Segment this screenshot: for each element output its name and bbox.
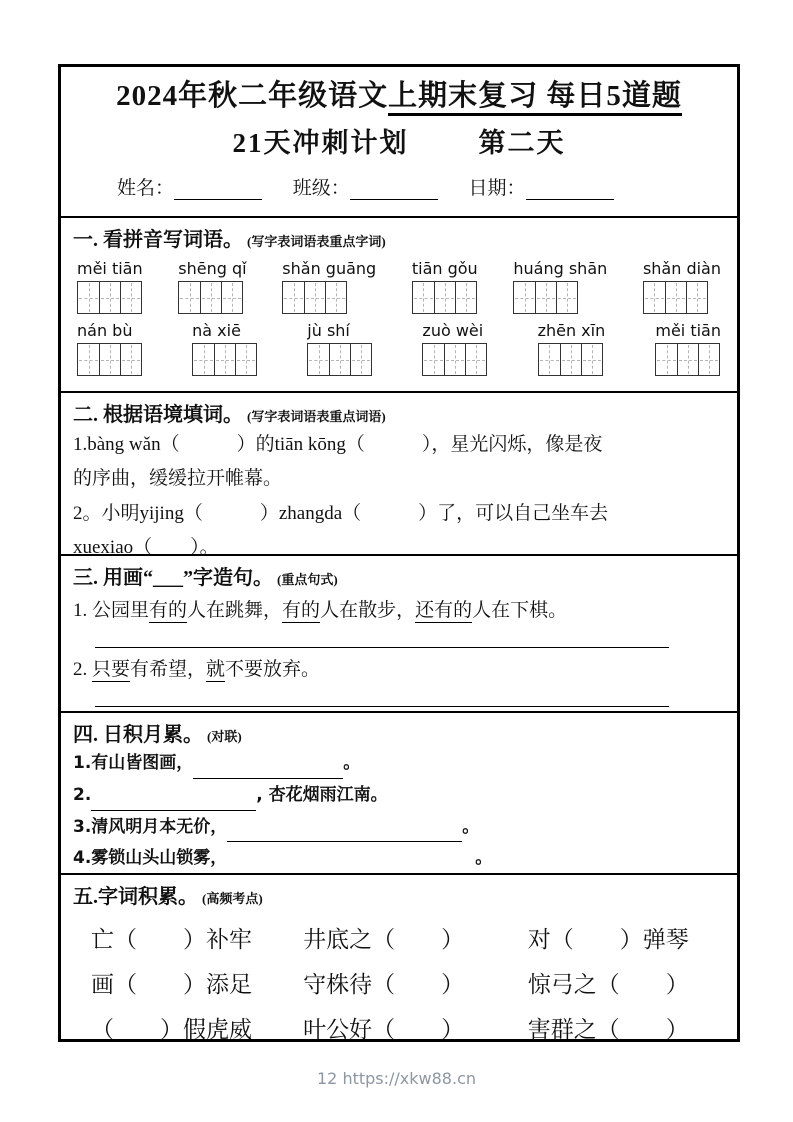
page-footer <box>0 1069 793 1088</box>
grid-cell[interactable] <box>656 344 677 375</box>
underlined-word: 有的 <box>149 600 188 621</box>
grid-cell[interactable] <box>465 344 486 375</box>
pinyin-item <box>192 321 257 376</box>
grid-cell[interactable] <box>99 282 120 313</box>
question-line[interactable]: 2。小明yijing（ ）zhangda（ ）了，可以自己坐车去 <box>73 502 609 524</box>
couplet-line-1 <box>73 749 725 779</box>
pinyin-label: shǎn diàn <box>642 259 721 278</box>
grid-cell[interactable] <box>120 344 141 375</box>
class-label: 班级： <box>292 178 350 199</box>
section2-heading-row <box>73 398 725 427</box>
section4-note: (对联) <box>207 729 242 744</box>
idiom-blank-item[interactable]: 叶公好（ ） <box>303 1017 465 1041</box>
grid-cell[interactable] <box>581 344 602 375</box>
grid-cell[interactable] <box>283 282 304 313</box>
answer-blank[interactable] <box>193 763 343 779</box>
sentence-text: 1. 公园里 <box>73 600 150 621</box>
couplet-line-3 <box>73 813 725 843</box>
grid-cell[interactable] <box>423 344 444 375</box>
section4-heading-row <box>73 718 725 747</box>
section1-note: (写字表词语表重点字词) <box>247 234 386 249</box>
pinyin-label: jù shí <box>307 321 350 340</box>
section-context-fill <box>61 391 737 554</box>
grid-cell[interactable] <box>686 282 707 313</box>
grid-cell[interactable] <box>535 282 556 313</box>
pinyin-label: měi tiān <box>77 259 143 278</box>
couplet-text: 。 <box>462 816 480 837</box>
name-label: 姓名： <box>117 178 175 199</box>
section1-heading-row <box>73 223 725 252</box>
idiom-blank-item[interactable]: 对（ ）弹琴 <box>527 927 689 952</box>
writing-grid[interactable] <box>192 343 257 376</box>
info-row <box>75 173 723 200</box>
grid-cell[interactable] <box>308 344 329 375</box>
grid-cell[interactable] <box>200 282 221 313</box>
question-line[interactable]: 1.bàng wǎn（ ）的tiān kōng（ ），星光闪烁，像是夜 <box>73 434 603 455</box>
writing-grid[interactable] <box>77 281 142 314</box>
question-line[interactable]: xuexiao（ ）。 <box>73 536 219 554</box>
section3-heading-row <box>73 561 725 590</box>
idiom-row <box>73 1011 725 1041</box>
title-text: 2024年秋二年级语文 <box>116 80 389 112</box>
pinyin-label: zhēn xīn <box>537 321 606 340</box>
grid-cell[interactable] <box>221 282 242 313</box>
couplet-text: 。 <box>475 848 493 869</box>
pinyin-label: shēng qǐ <box>178 259 247 278</box>
pinyin-label: zuò wèi <box>422 321 484 340</box>
pinyin-label: nà xiē <box>192 321 241 340</box>
writing-grid[interactable] <box>77 343 142 376</box>
grid-cell[interactable] <box>560 344 581 375</box>
writing-grid[interactable] <box>655 343 720 376</box>
grid-cell[interactable] <box>235 344 256 375</box>
pinyin-item <box>178 259 246 314</box>
section-couplets <box>61 711 737 873</box>
section-idioms <box>61 873 737 1041</box>
grid-cell[interactable] <box>350 344 371 375</box>
grid-cell[interactable] <box>214 344 235 375</box>
main-title <box>75 73 723 114</box>
worksheet-header <box>61 67 737 216</box>
idiom-blank-item[interactable]: 画（ ）添足 <box>91 972 252 997</box>
underlined-word: 就 <box>206 659 226 680</box>
writing-grid[interactable] <box>178 281 243 314</box>
couplet-text: 1.有山皆图画， <box>73 753 194 773</box>
idiom-blank-item[interactable]: 守株待（ ） <box>303 972 465 997</box>
writing-grid[interactable] <box>643 281 708 314</box>
couplet-text: 2. <box>73 784 92 805</box>
pinyin-label: huáng shān <box>513 259 608 278</box>
answer-blank[interactable] <box>95 683 669 707</box>
grid-cell[interactable] <box>556 282 577 313</box>
section2-note: (写字表词语表重点词语) <box>247 409 386 424</box>
section5-heading-row <box>73 880 725 909</box>
grid-cell[interactable] <box>677 344 698 375</box>
footer-link[interactable]: 12 https://xkw88.cn <box>317 1069 476 1088</box>
date-input-blank[interactable] <box>526 180 614 200</box>
answer-blank[interactable] <box>227 826 462 842</box>
grid-cell[interactable] <box>698 344 719 375</box>
couplet-line-4 <box>73 844 725 873</box>
grid-cell[interactable] <box>329 344 350 375</box>
question-line: 的序曲，缓缓拉开帷幕。 <box>73 468 283 490</box>
grid-cell[interactable] <box>665 282 686 313</box>
section5-heading: 五.字词积累。 <box>73 886 198 908</box>
grid-cell[interactable] <box>444 344 465 375</box>
idiom-row <box>73 921 725 954</box>
couplet-text: 4.雾锁山头山锁雾， <box>73 848 228 869</box>
couplet-text: 3.清风明月本无价， <box>73 816 228 837</box>
idiom-blank-item[interactable]: 亡（ ）补牢 <box>91 927 252 952</box>
subtitle <box>75 121 723 160</box>
class-input-blank[interactable] <box>350 180 438 200</box>
pinyin-item <box>77 321 142 376</box>
idiom-row <box>73 966 725 999</box>
idiom-blank-item[interactable]: 井底之（ ） <box>303 927 465 952</box>
pinyin-label: shǎn guāng <box>282 259 377 278</box>
grid-cell[interactable] <box>78 282 99 313</box>
grid-cell[interactable] <box>120 282 141 313</box>
pinyin-item <box>307 321 372 376</box>
writing-grid[interactable] <box>282 281 347 314</box>
idiom-blank-item[interactable]: 害群之（ ） <box>527 1017 689 1041</box>
sentence-text: 人在散步， <box>320 600 416 621</box>
underlined-word: 有的 <box>282 600 321 621</box>
grid-cell[interactable] <box>644 282 665 313</box>
grid-cell[interactable] <box>539 344 560 375</box>
name-input-blank[interactable] <box>174 180 262 200</box>
answer-blank[interactable] <box>91 795 256 811</box>
couplet-text: 。 <box>343 753 361 773</box>
section-pinyin-words <box>61 216 737 391</box>
grid-cell[interactable] <box>193 344 214 375</box>
idiom-blank-item[interactable]: 惊弓之（ ） <box>527 972 689 997</box>
grid-cell[interactable] <box>304 282 325 313</box>
grid-cell[interactable] <box>99 344 120 375</box>
subtitle-day-text: 第二天 <box>478 128 566 158</box>
pinyin-item <box>643 259 721 314</box>
couplet-text: , 杏花烟雨江南。 <box>256 784 388 805</box>
writing-grid[interactable] <box>538 343 603 376</box>
pinyin-row-2 <box>73 321 725 376</box>
couplet-line-2 <box>73 781 725 811</box>
pinyin-label: měi tiān <box>655 321 721 340</box>
pinyin-item <box>513 259 607 314</box>
pinyin-item <box>77 259 143 314</box>
subtitle-text: 21天冲刺计划 <box>232 128 409 158</box>
example-sentence-2 <box>73 654 725 681</box>
section4-heading: 四. 日积月累。 <box>73 724 203 746</box>
grid-cell[interactable] <box>78 344 99 375</box>
underlined-word: 还有的 <box>415 600 473 621</box>
sentence-text: 不要放弃。 <box>225 659 321 680</box>
grid-cell[interactable] <box>514 282 535 313</box>
sentence-text: 2. <box>73 659 92 680</box>
sentence-text: 人在跳舞， <box>187 600 283 621</box>
section1-heading: 一. 看拼音写词语。 <box>73 229 243 251</box>
pinyin-item <box>282 259 376 314</box>
idiom-blank-item[interactable]: （ ）假虎威 <box>91 1017 252 1041</box>
section2-heading: 二. 根据语境填词。 <box>73 404 243 426</box>
pinyin-item <box>538 321 606 376</box>
writing-grid[interactable] <box>412 281 477 314</box>
sentence-text: 人在下棋。 <box>472 600 568 621</box>
section3-heading: 三. 用画“___”字造句。 <box>73 567 273 589</box>
section5-note: (高频考点) <box>202 891 263 906</box>
pinyin-label: tiān gǒu <box>411 259 478 278</box>
answer-blank[interactable] <box>227 858 475 873</box>
grid-cell[interactable] <box>325 282 346 313</box>
grid-cell[interactable] <box>179 282 200 313</box>
grid-cell[interactable] <box>413 282 434 313</box>
pinyin-item <box>412 259 478 314</box>
underlined-word: 只要 <box>92 659 131 680</box>
pinyin-row-1 <box>73 259 725 314</box>
grid-cell[interactable] <box>434 282 455 313</box>
worksheet-sheet <box>58 64 740 1042</box>
pinyin-item <box>422 321 487 376</box>
example-sentence-1 <box>73 595 725 622</box>
section3-note: (重点句式) <box>277 572 338 587</box>
pinyin-label: nán bù <box>77 321 133 340</box>
title-underlined-text: 上期末复习 每日5道题 <box>388 80 682 116</box>
writing-grid[interactable] <box>513 281 578 314</box>
grid-cell[interactable] <box>455 282 476 313</box>
date-label: 日期： <box>468 178 526 199</box>
sentence-text: 有希望， <box>130 659 207 680</box>
answer-blank[interactable] <box>95 624 669 648</box>
pinyin-item <box>655 321 721 376</box>
writing-grid[interactable] <box>422 343 487 376</box>
section-make-sentence <box>61 554 737 711</box>
writing-grid[interactable] <box>307 343 372 376</box>
